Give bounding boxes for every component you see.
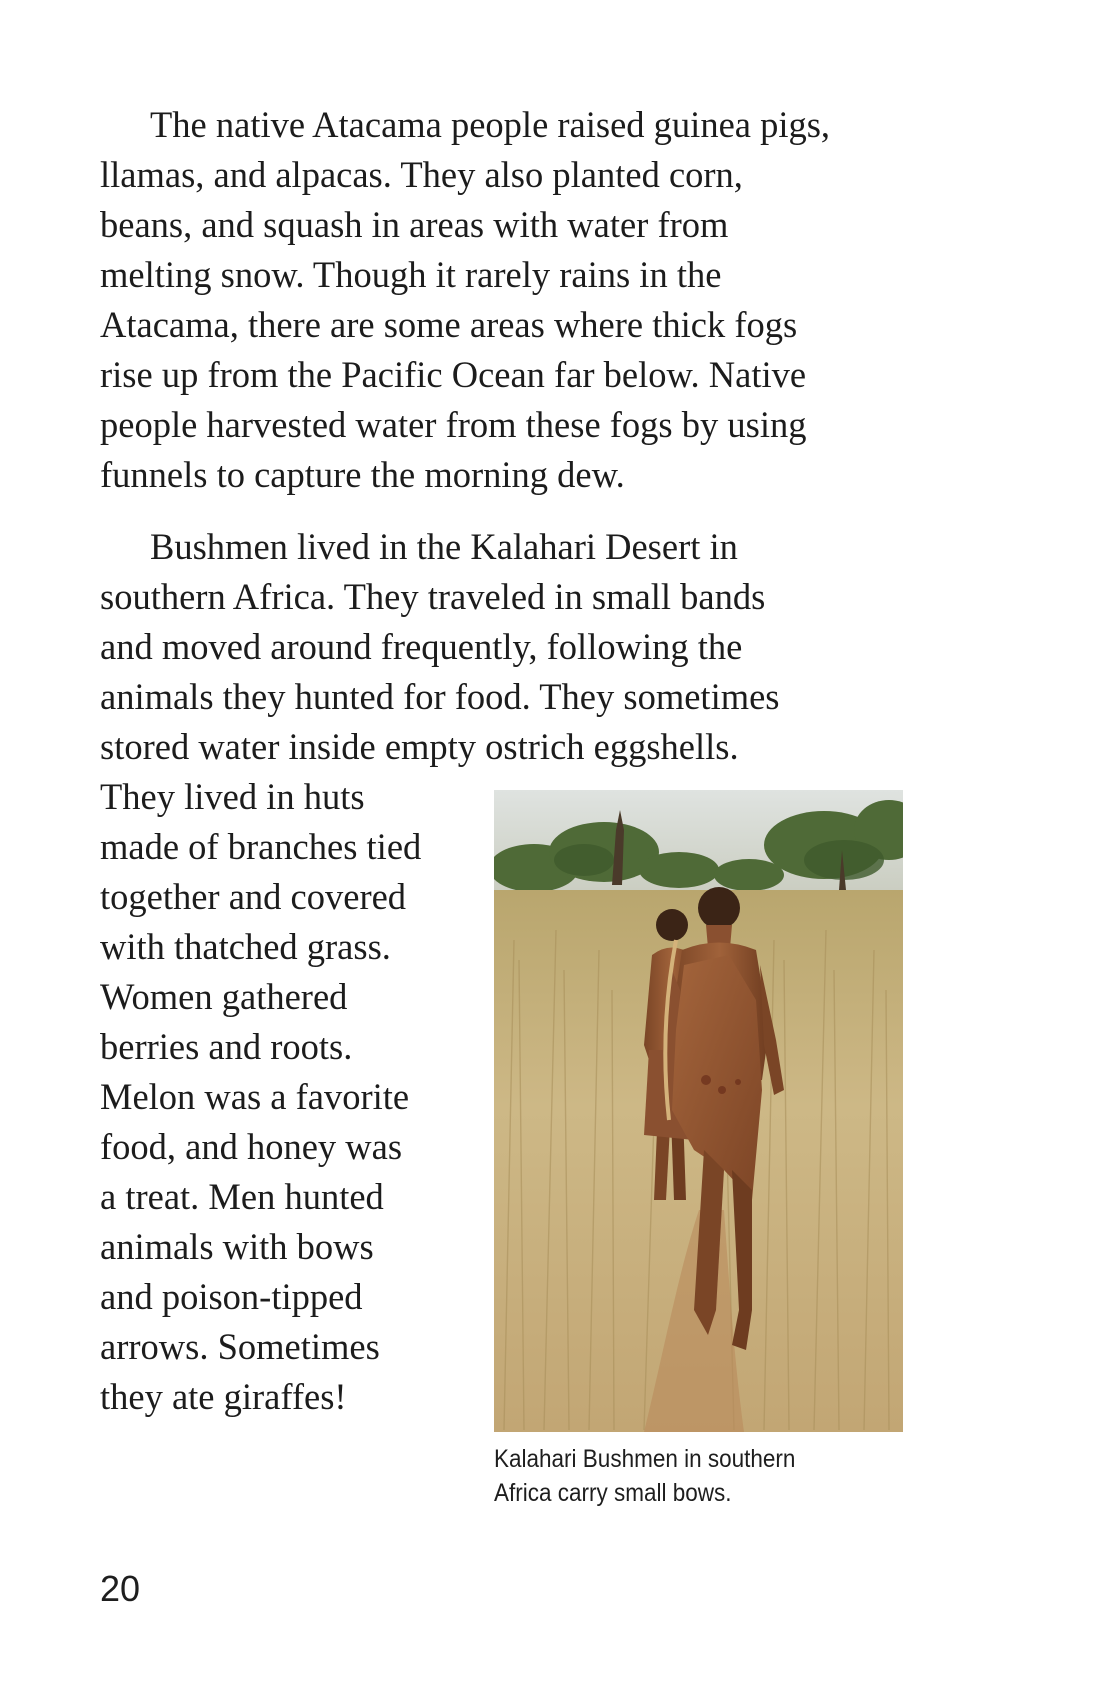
text-line: stored water inside empty ostrich eggshells. bbox=[100, 726, 739, 767]
text-line: They lived in huts bbox=[100, 776, 365, 817]
text-line: animals they hunted for food. They sometimes bbox=[100, 676, 780, 717]
photo-caption bbox=[494, 1442, 872, 1510]
text-line: they ate giraffes! bbox=[100, 1376, 347, 1417]
bushmen-photo bbox=[494, 790, 903, 1432]
text-line: with thatched grass. bbox=[100, 926, 391, 967]
text-line: rise up from the Pacific Ocean far below. Native bbox=[100, 354, 807, 395]
text-line: Atacama, there are some areas where thick fogs bbox=[100, 304, 798, 345]
text-line: The native Atacama people raised guinea pigs, bbox=[150, 104, 831, 145]
caption-line: Africa carry small bows. bbox=[494, 1479, 732, 1507]
text-line: and moved around frequently, following the bbox=[100, 626, 743, 667]
text-line: people harvested water from these fogs by using bbox=[100, 404, 807, 445]
text-line: made of branches tied bbox=[100, 826, 422, 867]
text-line: animals with bows bbox=[100, 1226, 374, 1267]
text-line: food, and honey was bbox=[100, 1126, 403, 1167]
paragraph-atacama bbox=[100, 100, 920, 500]
text-line: arrows. Sometimes bbox=[100, 1326, 380, 1367]
paragraph-bushmen-continued bbox=[100, 772, 480, 1422]
text-line: and poison-tipped bbox=[100, 1276, 363, 1317]
text-line: funnels to capture the morning dew. bbox=[100, 454, 625, 495]
text-line: southern Africa. They traveled in small bands bbox=[100, 576, 766, 617]
text-line: Bushmen lived in the Kalahari Desert in bbox=[150, 526, 738, 567]
text-line: berries and roots. bbox=[100, 1026, 353, 1067]
paragraph-bushmen bbox=[100, 522, 920, 772]
text-line: Melon was a favorite bbox=[100, 1076, 410, 1117]
text-line: beans, and squash in areas with water from bbox=[100, 204, 729, 245]
text-line: together and covered bbox=[100, 876, 407, 917]
caption-line: Kalahari Bushmen in southern bbox=[494, 1445, 796, 1473]
text-line: Women gathered bbox=[100, 976, 348, 1017]
text-line: llamas, and alpacas. They also planted corn, bbox=[100, 154, 743, 195]
text-line: a treat. Men hunted bbox=[100, 1176, 384, 1217]
page-number: 20 bbox=[100, 1568, 141, 1609]
text-line: melting snow. Though it rarely rains in the bbox=[100, 254, 722, 295]
